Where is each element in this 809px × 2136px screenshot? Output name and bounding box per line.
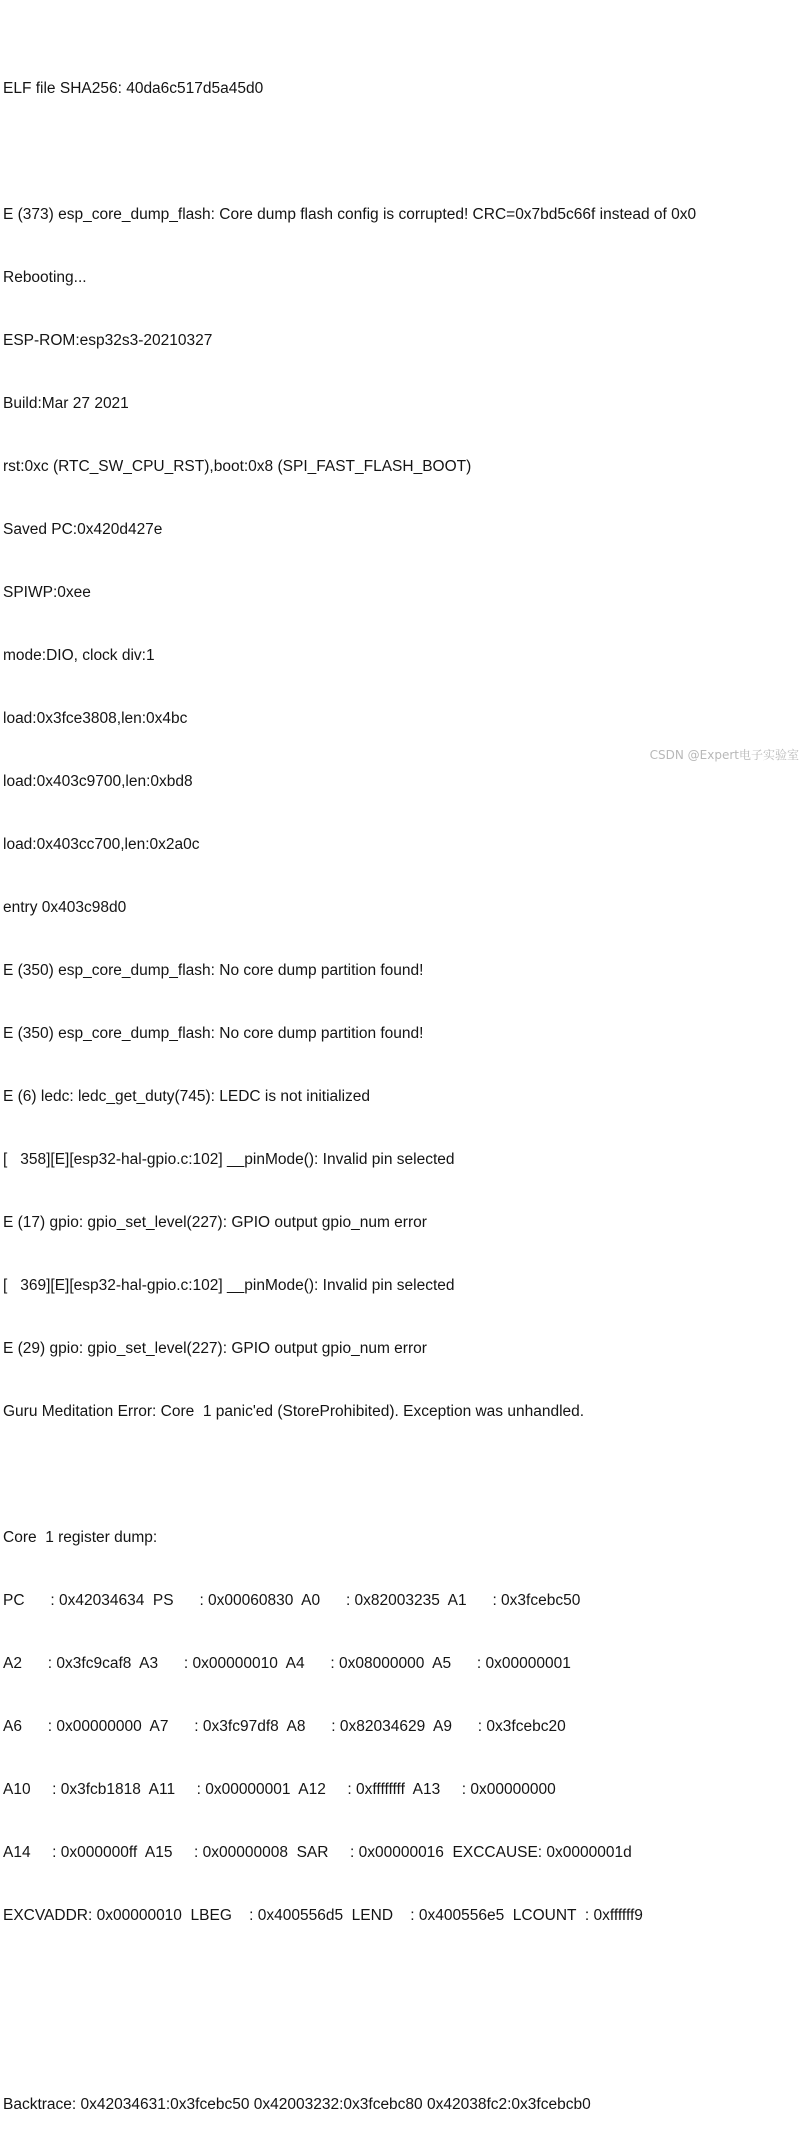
log-line: Rebooting...	[3, 269, 87, 286]
log-line: load:0x403cc700,len:0x2a0c	[3, 836, 200, 853]
log-line: EXCVADDR: 0x00000010 LBEG : 0x400556d5 LEND : 0x400556e5 LCOUNT : 0xffffff9	[3, 1907, 643, 1924]
log-line: Backtrace: 0x42034631:0x3fcebc50 0x42003232:0x3fcebc80 0x42038fc2:0x3fcebcb0	[3, 2096, 591, 2113]
log-line: rst:0xc (RTC_SW_CPU_RST),boot:0x8 (SPI_FAST_FLASH_BOOT)	[3, 458, 472, 475]
log-line	[3, 1968, 807, 1989]
log-line: PC : 0x42034634 PS : 0x00060830 A0 : 0x82003235 A1 : 0x3fcebc50	[3, 1592, 581, 1609]
log-line: [ 369][E][esp32-hal-gpio.c:102] __pinMode(): Invalid pin selected	[3, 1277, 455, 1294]
log-line: A2 : 0x3fc9caf8 A3 : 0x00000010 A4 : 0x08000000 A5 : 0x00000001	[3, 1655, 571, 1672]
csdn-watermark: CSDN @Expert电子实验室	[649, 748, 799, 762]
serial-console-output	[3, 36, 807, 2136]
log-line: E (350) esp_core_dump_flash: No core dump partition found!	[3, 1025, 424, 1042]
log-line: Saved PC:0x420d427e	[3, 521, 163, 538]
log-line: E (29) gpio: gpio_set_level(227): GPIO output gpio_num error	[3, 1340, 427, 1357]
log-line	[3, 141, 807, 162]
log-line: ELF file SHA256: 40da6c517d5a45d0	[3, 80, 264, 97]
log-line: load:0x3fce3808,len:0x4bc	[3, 710, 188, 727]
log-line: load:0x403c9700,len:0xbd8	[3, 773, 193, 790]
log-line: SPIWP:0xee	[3, 584, 91, 601]
log-line: A14 : 0x000000ff A15 : 0x00000008 SAR : 0x00000016 EXCCAUSE: 0x0000001d	[3, 1844, 632, 1861]
log-line	[3, 1464, 807, 1485]
log-line: Build:Mar 27 2021	[3, 395, 129, 412]
log-line: E (373) esp_core_dump_flash: Core dump flash config is corrupted! CRC=0x7bd5c66f instead of 0x0	[3, 206, 697, 223]
log-line: Guru Meditation Error: Core 1 panic'ed (StoreProhibited). Exception was unhandled.	[3, 1403, 585, 1420]
log-line: E (17) gpio: gpio_set_level(227): GPIO output gpio_num error	[3, 1214, 427, 1231]
log-line: E (350) esp_core_dump_flash: No core dump partition found!	[3, 962, 424, 979]
log-line: A6 : 0x00000000 A7 : 0x3fc97df8 A8 : 0x82034629 A9 : 0x3fcebc20	[3, 1718, 566, 1735]
log-line: Core 1 register dump:	[3, 1529, 158, 1546]
log-line: A10 : 0x3fcb1818 A11 : 0x00000001 A12 : 0xffffffff A13 : 0x00000000	[3, 1781, 556, 1798]
log-line: ESP-ROM:esp32s3-20210327	[3, 332, 213, 349]
log-line: [ 358][E][esp32-hal-gpio.c:102] __pinMode(): Invalid pin selected	[3, 1151, 455, 1168]
log-line: mode:DIO, clock div:1	[3, 647, 155, 664]
log-line	[3, 2031, 807, 2052]
log-line: entry 0x403c98d0	[3, 899, 127, 916]
log-line: E (6) ledc: ledc_get_duty(745): LEDC is not initialized	[3, 1088, 371, 1105]
